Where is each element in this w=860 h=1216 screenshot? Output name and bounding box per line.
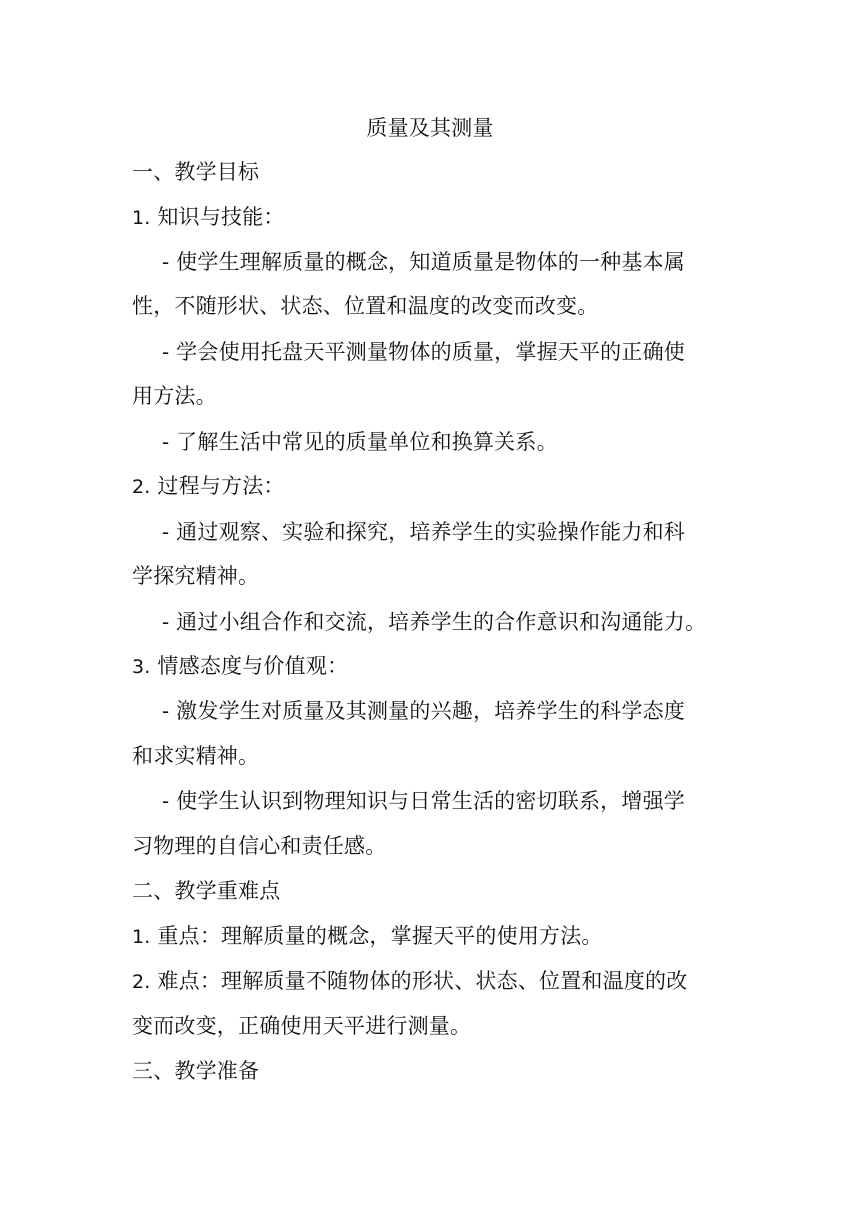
- bullet-continuation: 和求实精神。: [132, 744, 260, 768]
- item-text: 重点：理解质量的概念，掌握天平的使用方法。: [157, 924, 603, 948]
- item-number: 2.: [132, 971, 151, 993]
- item-number: 1.: [132, 207, 151, 229]
- difficult-point-item: [132, 966, 732, 997]
- objective-item-process: [132, 471, 732, 502]
- item-label: 过程与方法：: [157, 474, 285, 498]
- objective-item-knowledge: [132, 202, 732, 233]
- item-number: 2.: [132, 476, 151, 498]
- bullet-line: - 通过观察、实验和探究，培养学生的实验操作能力和科: [162, 520, 685, 544]
- bullet-continuation: 习物理的自信心和责任感。: [132, 834, 387, 858]
- bullet-line: - 激发学生对质量及其测量的兴趣，培养学生的科学态度: [162, 699, 685, 723]
- key-point-item: [132, 921, 732, 952]
- item-number: 1.: [132, 926, 151, 948]
- bullet-continuation: 学探究精神。: [132, 564, 260, 588]
- item-number: 3.: [132, 656, 151, 678]
- bullet-line: - 学会使用托盘天平测量物体的质量，掌握天平的正确使: [162, 340, 685, 364]
- item-continuation: 变而改变，正确使用天平进行测量。: [132, 1014, 472, 1038]
- objective-item-attitude: [132, 651, 732, 682]
- item-label: 知识与技能：: [157, 205, 285, 229]
- section-heading-preparation: 三、教学准备: [132, 1059, 260, 1083]
- bullet-line: - 了解生活中常见的质量单位和换算关系。: [162, 430, 558, 454]
- document-title: 质量及其测量: [366, 116, 494, 140]
- section-heading-key-points: 二、教学重难点: [132, 879, 281, 903]
- bullet-line: - 使学生认识到物理知识与日常生活的密切联系，增强学: [162, 789, 685, 813]
- item-label: 情感态度与价值观：: [157, 654, 349, 678]
- bullet-line: - 使学生理解质量的概念，知道质量是物体的一种基本属: [162, 250, 685, 274]
- bullet-continuation: 用方法。: [132, 384, 217, 408]
- item-text: 难点：理解质量不随物体的形状、状态、位置和温度的改: [157, 969, 688, 993]
- bullet-line: - 通过小组合作和交流，培养学生的合作意识和沟通能力。: [162, 610, 707, 634]
- bullet-continuation: 性，不随形状、状态、位置和温度的改变而改变。: [132, 294, 599, 318]
- section-heading-objectives: 一、教学目标: [132, 160, 260, 184]
